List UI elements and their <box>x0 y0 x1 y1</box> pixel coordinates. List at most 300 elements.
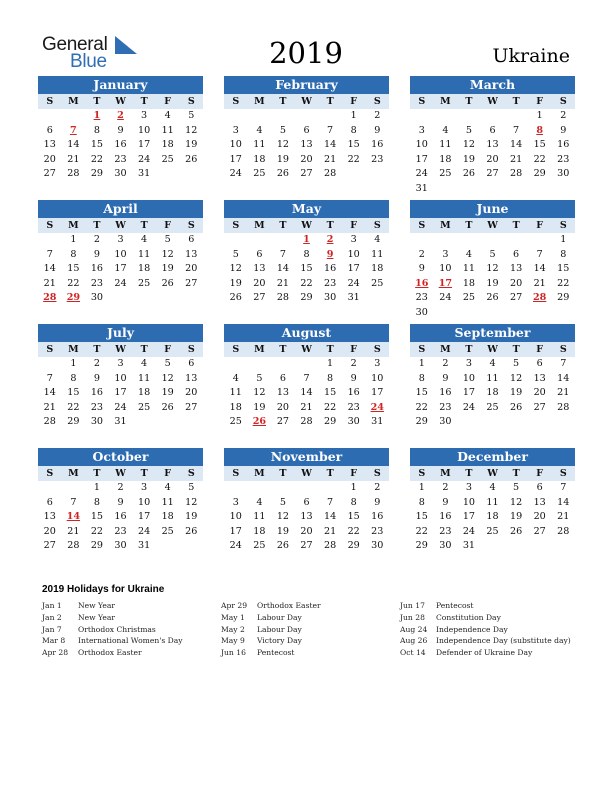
empty-day-cell <box>528 233 552 248</box>
day-cell: 2 <box>93 234 100 245</box>
day-cell: 17 <box>462 511 476 522</box>
day-cell: 5 <box>279 496 286 508</box>
day-cell: 8 <box>350 496 357 508</box>
day-cell: 25 <box>137 401 151 413</box>
day-cell: 23 <box>114 153 127 165</box>
holiday-day-cell: 8 <box>536 124 544 136</box>
empty-day-cell <box>528 539 552 554</box>
week-row <box>224 233 389 248</box>
weekday-label: T <box>512 468 520 479</box>
day-cell: 26 <box>229 292 242 303</box>
day-cell: 27 <box>300 540 313 551</box>
day-cell: 20 <box>43 153 56 165</box>
holiday-day-cell: 24 <box>370 401 384 413</box>
day-cell: 5 <box>489 248 496 260</box>
holiday-entry <box>221 612 399 624</box>
holiday-name: Orthodox Easter <box>257 601 321 610</box>
weekday-label: M <box>68 344 79 355</box>
day-cell: 17 <box>137 139 151 150</box>
weekday-label: S <box>46 468 54 479</box>
day-cell: 14 <box>276 263 290 274</box>
week-row <box>410 233 575 248</box>
day-cell: 15 <box>557 263 570 274</box>
weekday-label: W <box>115 96 126 107</box>
day-cell: 27 <box>185 277 198 289</box>
day-cell: 31 <box>415 182 428 194</box>
day-cell: 7 <box>46 372 53 384</box>
day-cell: 5 <box>279 124 286 136</box>
day-cell: 11 <box>486 372 499 384</box>
empty-day-cell <box>248 357 272 372</box>
weekday-label: M <box>440 96 451 107</box>
day-cell: 22 <box>415 525 428 537</box>
week-row <box>38 481 203 496</box>
week-row <box>224 291 389 306</box>
weekday-label: T <box>279 344 287 355</box>
day-cell: 14 <box>557 372 570 384</box>
day-cell: 28 <box>43 416 56 427</box>
day-cell: 2 <box>117 482 124 493</box>
day-cell: 21 <box>67 153 80 165</box>
week-row <box>38 109 203 124</box>
month-october <box>38 448 203 554</box>
day-cell: 12 <box>161 248 174 260</box>
weekday-label: T <box>512 96 520 107</box>
weekday-label: T <box>140 344 148 355</box>
holiday-day-cell: 7 <box>70 124 77 136</box>
week-row <box>224 401 389 416</box>
day-cell: 20 <box>253 277 266 289</box>
week-row <box>410 167 575 182</box>
day-cell: 8 <box>418 496 425 508</box>
day-cell: 19 <box>509 511 523 522</box>
day-cell: 14 <box>323 139 337 150</box>
day-cell: 2 <box>350 358 357 369</box>
day-cell: 17 <box>229 153 242 165</box>
day-cell: 3 <box>442 248 449 260</box>
day-cell: 18 <box>161 139 174 150</box>
week-row <box>410 109 575 124</box>
week-row <box>38 138 203 153</box>
empty-day-cell <box>410 109 434 124</box>
day-cell: 19 <box>276 153 290 165</box>
day-cell: 22 <box>347 153 360 165</box>
weekday-label: T <box>465 96 473 107</box>
day-cell: 10 <box>462 496 476 508</box>
day-cell: 30 <box>371 540 384 551</box>
holiday-date: Apr 29 <box>221 601 248 610</box>
holiday-date: May 9 <box>221 636 245 646</box>
day-cell: 8 <box>303 248 310 260</box>
holiday-name: Labour Day <box>257 624 302 634</box>
day-cell: 21 <box>43 277 56 289</box>
day-cell: 9 <box>374 496 381 508</box>
day-cell: 8 <box>70 248 77 260</box>
day-cell: 10 <box>371 372 384 384</box>
day-cell: 24 <box>462 525 476 537</box>
month-header: February <box>224 76 389 94</box>
day-cell: 8 <box>93 124 100 136</box>
day-cell: 26 <box>161 277 174 289</box>
holiday-entry <box>42 647 220 659</box>
day-cell: 15 <box>415 511 428 522</box>
empty-day-cell <box>224 109 248 124</box>
weekday-header-row <box>410 94 575 109</box>
week-row <box>38 415 203 430</box>
week-row <box>224 248 389 263</box>
day-cell: 18 <box>486 387 499 398</box>
day-cell: 7 <box>46 248 53 260</box>
week-row <box>38 153 203 168</box>
empty-day-cell <box>481 109 505 124</box>
day-cell: 13 <box>533 372 546 384</box>
weekday-label: F <box>536 220 544 231</box>
empty-day-cell <box>271 357 295 372</box>
day-cell: 13 <box>43 139 56 150</box>
day-cell: 8 <box>327 372 334 384</box>
empty-day-cell <box>504 109 528 124</box>
month-header: July <box>38 324 203 342</box>
day-cell: 20 <box>185 263 198 274</box>
weekday-label: M <box>254 220 265 231</box>
empty-day-cell <box>295 357 319 372</box>
day-cell: 27 <box>486 168 499 179</box>
day-cell: 10 <box>114 372 127 384</box>
day-cell: 4 <box>164 482 171 493</box>
day-cell: 22 <box>323 401 337 413</box>
day-cell: 1 <box>70 234 77 245</box>
day-cell: 30 <box>90 416 104 427</box>
day-cell: 2 <box>374 110 381 121</box>
day-cell: 28 <box>557 525 570 537</box>
month-header: December <box>410 448 575 466</box>
empty-day-cell <box>179 415 203 430</box>
week-row <box>38 277 203 292</box>
week-row <box>224 510 389 525</box>
holiday-entry <box>400 612 578 624</box>
day-cell: 30 <box>557 168 570 179</box>
day-cell: 9 <box>560 124 567 136</box>
week-row <box>38 248 203 263</box>
weekday-label: S <box>232 220 240 231</box>
weekday-header-row <box>38 218 203 233</box>
day-cell: 18 <box>137 387 151 398</box>
day-cell: 8 <box>560 248 567 260</box>
week-row <box>410 248 575 263</box>
holiday-date: Jan 7 <box>42 624 62 634</box>
month-header: January <box>38 76 203 94</box>
day-cell: 27 <box>509 292 523 303</box>
month-header: April <box>38 200 203 218</box>
day-cell: 3 <box>232 124 239 136</box>
day-cell: 19 <box>253 401 266 413</box>
day-cell: 23 <box>323 277 337 289</box>
holiday-entry <box>42 600 220 612</box>
day-cell: 19 <box>276 525 290 537</box>
empty-day-cell <box>481 306 505 321</box>
day-cell: 3 <box>117 358 124 369</box>
week-row <box>224 357 389 372</box>
empty-day-cell <box>457 109 481 124</box>
day-cell: 6 <box>513 248 520 260</box>
empty-day-cell <box>38 233 62 248</box>
day-cell: 24 <box>462 401 476 413</box>
weekday-header-row <box>410 218 575 233</box>
day-cell: 10 <box>415 139 428 150</box>
day-cell: 15 <box>347 511 360 522</box>
day-cell: 28 <box>323 540 337 551</box>
empty-day-cell <box>528 306 552 321</box>
weekday-label: F <box>350 344 358 355</box>
month-april <box>38 200 203 306</box>
day-cell: 26 <box>486 292 499 303</box>
day-cell: 26 <box>161 401 174 413</box>
day-cell: 24 <box>114 277 127 289</box>
holiday-date: Mar 8 <box>42 636 66 646</box>
holiday-day-cell: 14 <box>66 511 81 522</box>
empty-day-cell <box>179 291 203 306</box>
week-row <box>224 153 389 168</box>
holiday-date: Jun 28 <box>400 612 425 622</box>
holiday-entry <box>42 635 220 647</box>
day-cell: 9 <box>442 496 449 508</box>
day-cell: 7 <box>560 358 567 369</box>
day-cell: 24 <box>229 168 242 179</box>
weekday-header-row <box>224 342 389 357</box>
weekday-label: S <box>373 220 381 231</box>
weekday-label: S <box>418 220 426 231</box>
day-cell: 22 <box>557 277 570 289</box>
day-cell: 12 <box>276 139 290 150</box>
empty-day-cell <box>38 481 62 496</box>
holiday-date: Jan 2 <box>42 612 62 622</box>
day-cell: 13 <box>43 511 56 522</box>
day-cell: 1 <box>560 234 567 245</box>
day-cell: 1 <box>418 482 425 493</box>
weekday-label: M <box>254 96 265 107</box>
day-cell: 29 <box>323 416 337 427</box>
weekday-label: W <box>487 468 498 479</box>
empty-day-cell <box>156 539 180 554</box>
day-cell: 2 <box>93 358 100 369</box>
weekday-label: T <box>326 220 334 231</box>
week-row <box>224 386 389 401</box>
month-header: May <box>224 200 389 218</box>
day-cell: 11 <box>161 496 174 508</box>
day-cell: 28 <box>67 168 80 179</box>
day-cell: 8 <box>70 372 77 384</box>
month-header: October <box>38 448 203 466</box>
day-cell: 16 <box>114 511 127 522</box>
month-september <box>410 324 575 430</box>
day-cell: 16 <box>371 511 384 522</box>
weekday-label: M <box>68 468 79 479</box>
week-row <box>38 357 203 372</box>
day-cell: 4 <box>141 234 148 245</box>
weekday-label: T <box>279 96 287 107</box>
day-cell: 13 <box>185 372 198 384</box>
day-cell: 23 <box>371 153 384 165</box>
holiday-entry <box>400 624 578 636</box>
weekday-label: M <box>440 344 451 355</box>
day-cell: 7 <box>279 248 286 260</box>
day-cell: 23 <box>557 153 570 165</box>
empty-day-cell <box>457 306 481 321</box>
day-cell: 9 <box>374 124 381 136</box>
day-cell: 16 <box>114 139 127 150</box>
day-cell: 29 <box>533 168 546 179</box>
day-cell: 16 <box>90 387 104 398</box>
week-row <box>410 415 575 430</box>
weekday-label: S <box>187 344 195 355</box>
day-cell: 20 <box>486 153 499 165</box>
month-header: March <box>410 76 575 94</box>
week-row <box>410 262 575 277</box>
empty-day-cell <box>271 481 295 496</box>
day-cell: 13 <box>276 387 290 398</box>
weekday-label: S <box>373 468 381 479</box>
holiday-entry <box>42 612 220 624</box>
day-cell: 25 <box>137 277 151 289</box>
day-cell: 20 <box>43 525 56 537</box>
holiday-day-cell: 16 <box>415 277 429 289</box>
day-cell: 5 <box>513 482 520 493</box>
holiday-day-cell: 1 <box>303 234 310 245</box>
holiday-day-cell: 28 <box>43 292 57 303</box>
day-cell: 28 <box>276 292 290 303</box>
empty-day-cell <box>551 306 575 321</box>
day-cell: 17 <box>462 387 476 398</box>
week-row <box>224 539 389 554</box>
day-cell: 23 <box>347 401 360 413</box>
day-cell: 16 <box>557 139 570 150</box>
week-row <box>38 510 203 525</box>
day-cell: 4 <box>489 358 496 369</box>
day-cell: 28 <box>509 168 523 179</box>
day-cell: 15 <box>323 387 337 398</box>
holiday-date: Apr 28 <box>42 648 69 658</box>
day-cell: 30 <box>90 292 104 303</box>
day-cell: 9 <box>117 124 124 136</box>
weekday-label: T <box>465 220 473 231</box>
month-february <box>224 76 389 182</box>
day-cell: 2 <box>374 482 381 493</box>
weekday-label: S <box>559 96 567 107</box>
day-cell: 2 <box>418 248 425 260</box>
weekday-label: S <box>373 344 381 355</box>
holiday-date: May 2 <box>221 624 245 634</box>
weekday-label: T <box>512 220 520 231</box>
day-cell: 20 <box>276 401 290 413</box>
empty-day-cell <box>504 233 528 248</box>
day-cell: 22 <box>67 401 80 413</box>
day-cell: 27 <box>43 168 56 179</box>
day-cell: 16 <box>323 263 337 274</box>
week-row <box>38 525 203 540</box>
day-cell: 14 <box>300 387 313 398</box>
day-cell: 4 <box>256 496 263 508</box>
weekday-label: W <box>301 468 312 479</box>
day-cell: 23 <box>439 525 452 537</box>
empty-day-cell <box>156 291 180 306</box>
day-cell: 1 <box>350 482 357 493</box>
day-cell: 15 <box>347 139 360 150</box>
day-cell: 22 <box>90 525 104 537</box>
empty-day-cell <box>318 481 342 496</box>
day-cell: 25 <box>229 416 242 427</box>
holiday-entry <box>400 647 578 659</box>
holiday-day-cell: 26 <box>252 416 267 427</box>
weekday-label: S <box>232 96 240 107</box>
weekday-header-row <box>224 218 389 233</box>
weekday-header-row <box>224 466 389 481</box>
day-cell: 27 <box>533 401 546 413</box>
day-cell: 12 <box>229 263 242 274</box>
weekday-label: F <box>164 344 172 355</box>
country-name: Ukraine <box>492 45 570 67</box>
day-cell: 25 <box>439 168 452 179</box>
holiday-date: Oct 14 <box>400 648 426 658</box>
day-cell: 15 <box>67 387 80 398</box>
weekday-label: T <box>326 468 334 479</box>
day-cell: 9 <box>93 372 100 384</box>
empty-day-cell <box>528 182 552 197</box>
week-row <box>224 372 389 387</box>
day-cell: 20 <box>533 511 546 522</box>
day-cell: 15 <box>67 263 80 274</box>
day-cell: 14 <box>323 511 337 522</box>
holiday-date: Jan 1 <box>42 601 62 610</box>
day-cell: 6 <box>188 358 195 369</box>
day-cell: 17 <box>114 263 127 274</box>
day-cell: 31 <box>371 416 384 427</box>
holiday-name: Orthodox Christmas <box>78 624 156 634</box>
logo-text-general: General <box>42 34 108 55</box>
day-cell: 3 <box>350 234 357 245</box>
day-cell: 26 <box>509 401 523 413</box>
day-cell: 28 <box>300 416 313 427</box>
day-cell: 12 <box>161 372 174 384</box>
holiday-entry <box>221 600 399 612</box>
day-cell: 12 <box>276 511 290 522</box>
day-cell: 13 <box>185 248 198 260</box>
day-cell: 24 <box>229 540 242 551</box>
day-cell: 20 <box>300 525 313 537</box>
holiday-entry <box>42 624 220 636</box>
week-row <box>38 167 203 182</box>
week-row <box>410 124 575 139</box>
empty-day-cell <box>365 167 389 182</box>
empty-day-cell <box>224 233 248 248</box>
day-cell: 11 <box>253 139 266 150</box>
day-cell: 14 <box>43 263 56 274</box>
empty-day-cell <box>481 539 505 554</box>
day-cell: 5 <box>513 358 520 369</box>
empty-day-cell <box>295 109 319 124</box>
day-cell: 7 <box>327 496 334 508</box>
day-cell: 19 <box>462 153 476 165</box>
empty-day-cell <box>295 481 319 496</box>
week-row <box>38 124 203 139</box>
day-cell: 5 <box>232 248 239 260</box>
weekday-label: W <box>115 468 126 479</box>
day-cell: 20 <box>509 277 523 289</box>
day-cell: 16 <box>347 387 360 398</box>
empty-day-cell <box>179 539 203 554</box>
day-cell: 15 <box>415 387 428 398</box>
day-cell: 12 <box>509 372 523 384</box>
day-cell: 10 <box>229 139 242 150</box>
